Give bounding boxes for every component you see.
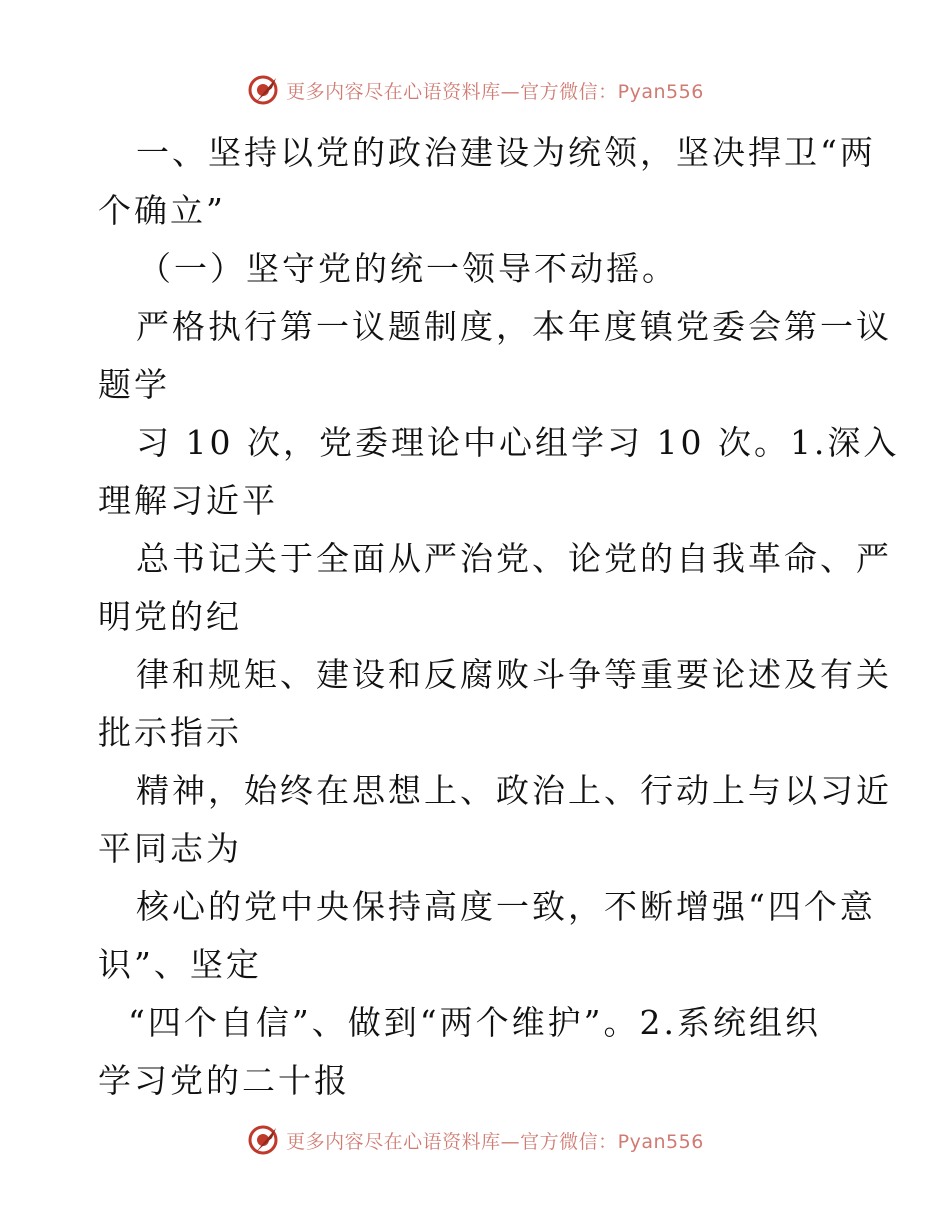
text-line: 明党的纪 xyxy=(98,597,242,636)
watermark-text: 更多内容尽在心语资料库—官方微信：Pyan556 xyxy=(286,1130,704,1153)
text-line: 学习党的二十报 xyxy=(98,1061,350,1100)
document-body xyxy=(98,124,900,1110)
quill-logo-icon xyxy=(246,72,282,108)
text-line: 理解习近平 xyxy=(98,481,278,520)
text-line: “四个自信”、做到“两个维护”。2.系统组织 xyxy=(128,1003,821,1042)
footer-watermark xyxy=(0,1120,950,1160)
text-line: 核心的党中央保持高度一致，不断增强“四个意 xyxy=(136,887,876,926)
text-line: 一、坚持以党的政治建设为统领，坚决捍卫“两 xyxy=(136,133,876,172)
text-line: 个确立” xyxy=(98,191,226,230)
text-line: 总书记关于全面从严治党、论党的自我革命、严 xyxy=(136,539,892,578)
text-line: 批示指示 xyxy=(98,713,242,752)
text-line: 习 10 次，党委理论中心组学习 10 次。1.深入 xyxy=(136,423,900,462)
text-line: （一）坚守党的统一领导不动摇。 xyxy=(138,249,678,288)
text-line: 题学 xyxy=(98,365,170,404)
text-line: 律和规矩、建设和反腐败斗争等重要论述及有关 xyxy=(136,655,892,694)
text-line: 识”、坚定 xyxy=(98,945,262,984)
quill-logo-icon xyxy=(246,1122,282,1158)
watermark-text: 更多内容尽在心语资料库—官方微信：Pyan556 xyxy=(286,80,704,103)
header-watermark xyxy=(0,70,950,110)
text-line: 精神，始终在思想上、政治上、行动上与以习近 xyxy=(136,771,892,810)
text-line: 严格执行第一议题制度，本年度镇党委会第一议 xyxy=(136,307,892,346)
text-line: 平同志为 xyxy=(98,829,242,868)
